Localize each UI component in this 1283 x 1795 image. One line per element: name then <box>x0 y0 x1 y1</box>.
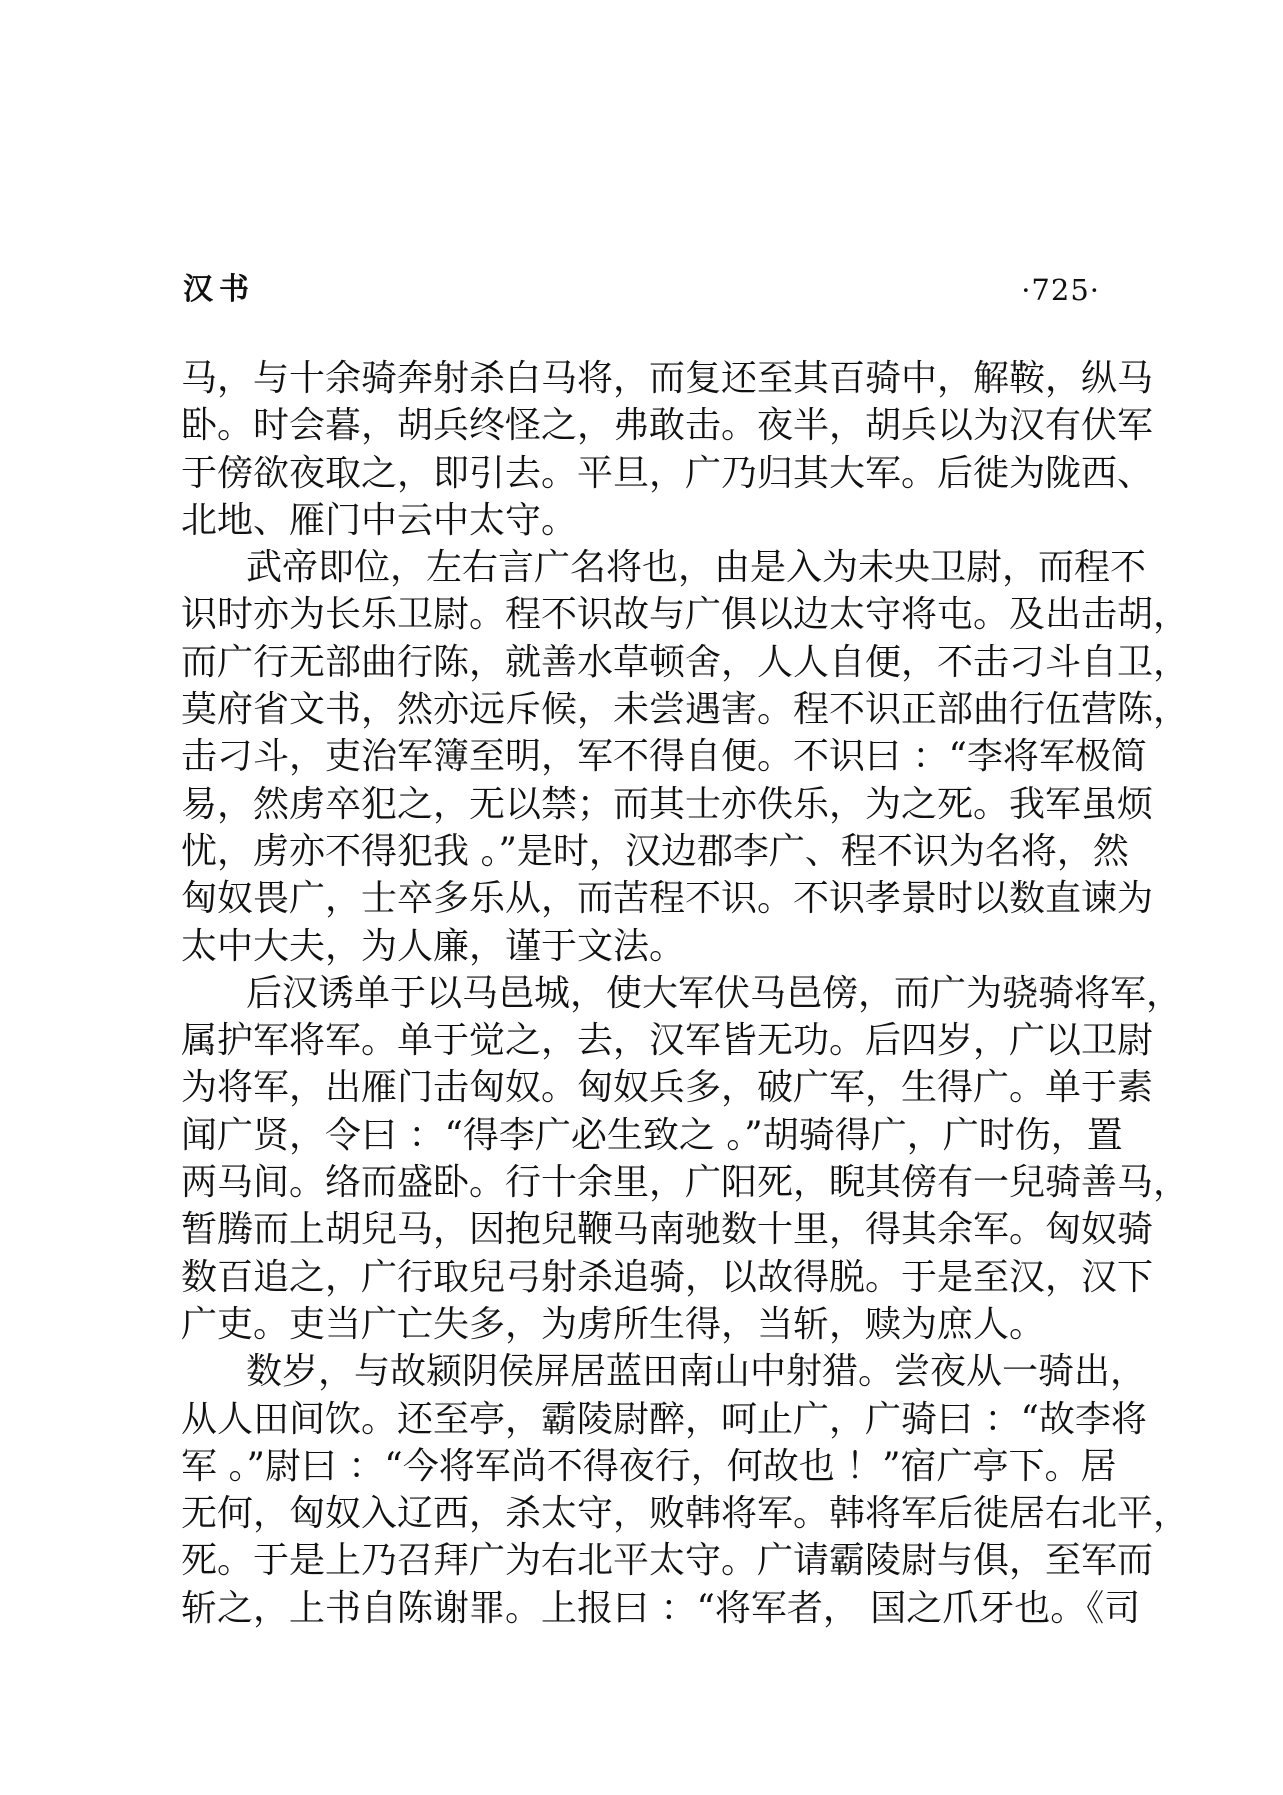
text-line: 马，与十余骑奔射杀白马将，而复还至其百骑中，解鞍，纵马 <box>181 358 1154 399</box>
text-line: 太中大夫，为人廉，谨于文法。 <box>181 925 686 967</box>
text-line: 数百追之，广行取兒弓射杀追骑，以故得脱。于是至汉，汉下 <box>181 1256 1154 1298</box>
text-line: 击刁斗，吏治军簿至明，军不得自便。不识曰 ：“李将军极简 <box>181 736 1147 778</box>
text-line: 为将军，出雁门击匈奴。匈奴兵多，破广军，生得广。单于素 <box>181 1067 1154 1109</box>
text-line: 卧。时会暮，胡兵终怪之，弗敢击。夜半，胡兵以为汉有伏军 <box>181 405 1154 447</box>
text-line: 匈奴畏广，士卒多乐从，而苦程不识。不识孝景时以数直谏为 <box>181 878 1154 920</box>
book-title: 汉书 <box>183 272 255 307</box>
text-line: 从人田间饮。还至亭，霸陵尉醉，呵止广，广骑曰 ：“故李将 <box>181 1398 1147 1440</box>
text-line: 易，然虏卒犯之，无以禁；而其士亦佚乐，为之死。我军虽烦 <box>181 783 1154 825</box>
page-header <box>183 268 1100 312</box>
text-line: 军 。”尉曰 ：“今将军尚不得夜行，何故也 ！”宿广亭下。居 <box>181 1445 1117 1487</box>
text-line: 闻广贤，令曰 ：“得李广必生致之 。”胡骑得广，广时伤，置 <box>181 1114 1123 1156</box>
text-line: 北地、雁门中云中太守。 <box>181 499 578 541</box>
text-line: 而广行无部曲行陈，就善水草顿舍，人人自便，不击刁斗自卫， <box>181 641 1190 683</box>
text-line: 识时亦为长乐卫尉。程不识故与广俱以边太守将屯。及出击胡， <box>181 594 1190 636</box>
text-line: 广吏。吏当广亡失多，为虏所生得，当斩，赎为庶人。 <box>181 1303 1046 1345</box>
text-line: 暂腾而上胡兒马，因抱兒鞭马南驰数十里，得其余军。匈奴骑 <box>181 1209 1154 1251</box>
text-line: 属护军将军。单于觉之，去，汉军皆无功。后四岁，广以卫尉 <box>181 1020 1154 1062</box>
text-line: 忧，虏亦不得犯我 。”是时，汉边郡李广、程不识为名将，然 <box>181 830 1129 872</box>
text-line: 斩之，上书自陈谢罪。上报曰 ：“将军者， 国之爪牙也。《司 <box>181 1587 1141 1629</box>
text-line: 死。于是上乃召拜广为右北平太守。广请霸陵尉与俱，至军而 <box>181 1540 1154 1582</box>
text-line: 于傍欲夜取之，即引去。平旦，广乃归其大军。后徙为陇西、 <box>181 452 1154 494</box>
text-line: 两马间。络而盛卧。行十余里，广阳死，睨其傍有一兒骑善马， <box>181 1162 1190 1204</box>
paragraph-first-line: 数岁，与故颍阴侯屏居蓝田南山中射猎。尝夜从一骑出， <box>246 1351 1147 1393</box>
page-number: ·725· <box>1021 273 1100 307</box>
text-line: 无何，匈奴入辽西，杀太守，败韩将军。韩将军后徙居右北平， <box>181 1493 1190 1535</box>
body-text <box>181 355 1190 1632</box>
paragraph-first-line: 后汉诱单于以马邑城，使大军伏马邑傍，而广为骁骑将军， <box>246 972 1183 1014</box>
text-line: 莫府省文书，然亦远斥候，未尝遇害。程不识正部曲行伍营陈， <box>181 689 1190 731</box>
paragraph-first-line: 武帝即位，左右言广名将也，由是入为未央卫尉，而程不 <box>246 547 1147 589</box>
